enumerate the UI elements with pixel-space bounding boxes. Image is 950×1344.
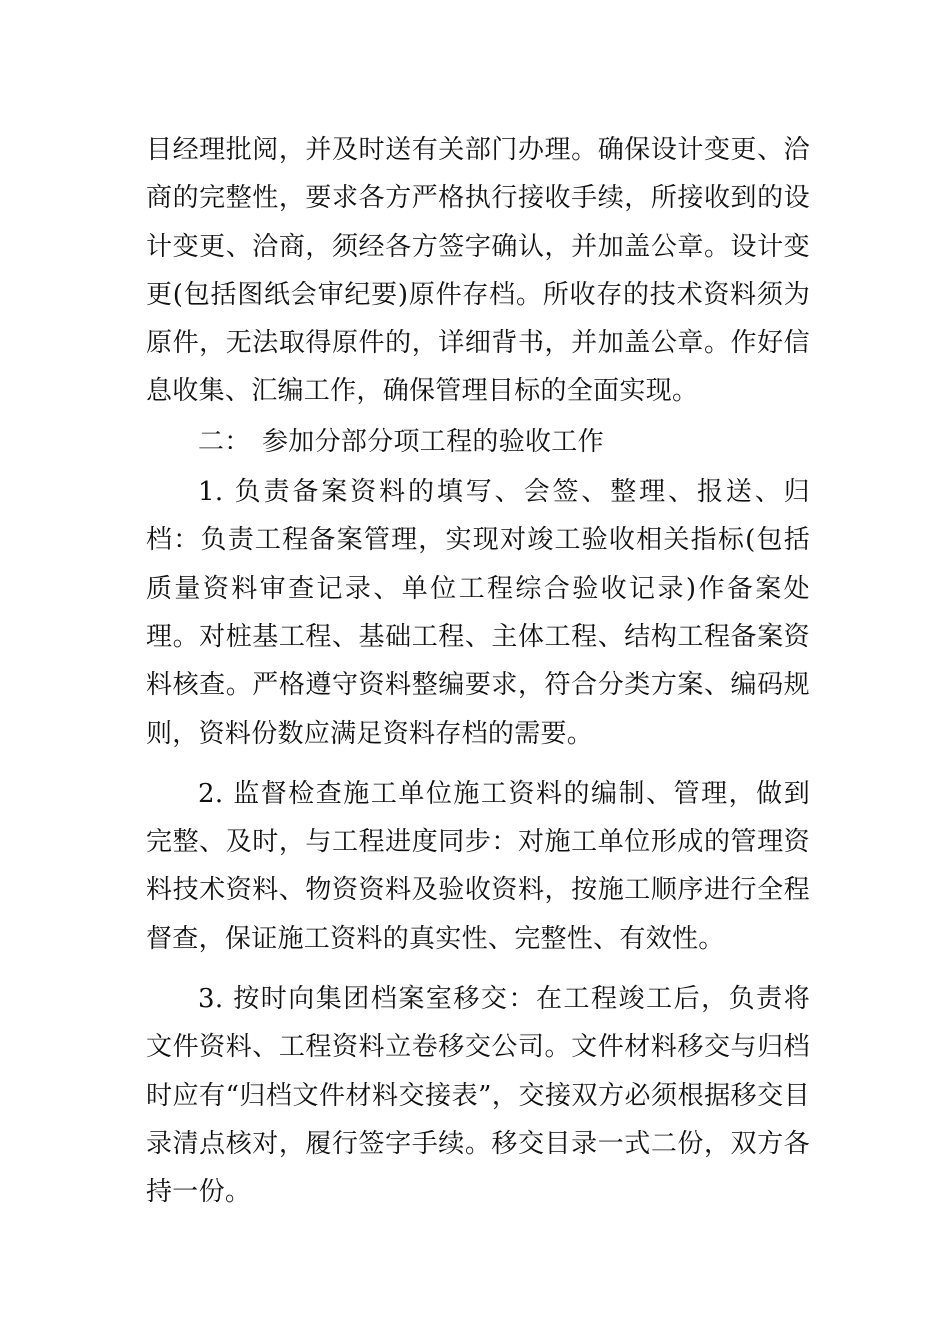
section-number: 二： <box>198 426 251 457</box>
section-title: 参加分部分项工程的验收工作 <box>262 426 604 457</box>
paragraph-item-1: 1. 负责备案资料的填写、会签、整理、报送、归档：负责工程备案管理，实现对竣工验收相关指标(包括质量资料审查记录、单位工程综合验收记录)作备案处理。对桩基工程、基础工程、主体工程、结构工程备案资料核查。严格遵守资料整编要求，符合分类方案、编码规则，资料份数应满足资料存档的需要。 <box>146 477 810 749</box>
paragraph-item-3: 3. 按时向集团档案室移交：在工程竣工后，负责将文件资料、工程资料立卷移交公司。文件材料移交与归档时应有“归档文件材料交接表”，交接双方必须根据移交目录清点核对，履行签字手续。移交目录一式二份，双方各持一份。 <box>146 984 810 1208</box>
paragraph-continued: 目经理批阅，并及时送有关部门办理。确保设计变更、洽商的完整性，要求各方严格执行接收手续，所接收到的设计变更、洽商，须经各方签字确认，并加盖公章。设计变更(包括图纸会审纪要)原件存档。所收存的技术资料须为原件，无法取得原件的，详细背书，并加盖公章。作好信息收集、汇编工作，确保管理目标的全面实现。 <box>146 135 810 407</box>
paragraph-item-2: 2. 监督检查施工单位施工资料的编制、管理，做到完整、及时，与工程进度同步：对施工单位形成的管理资料技术资料、物资资料及验收资料，按施工顺序进行全程督查，保证施工资料的真实性、完整性、有效性。 <box>146 778 810 954</box>
document-body <box>146 126 810 1217</box>
section-heading <box>146 418 810 466</box>
